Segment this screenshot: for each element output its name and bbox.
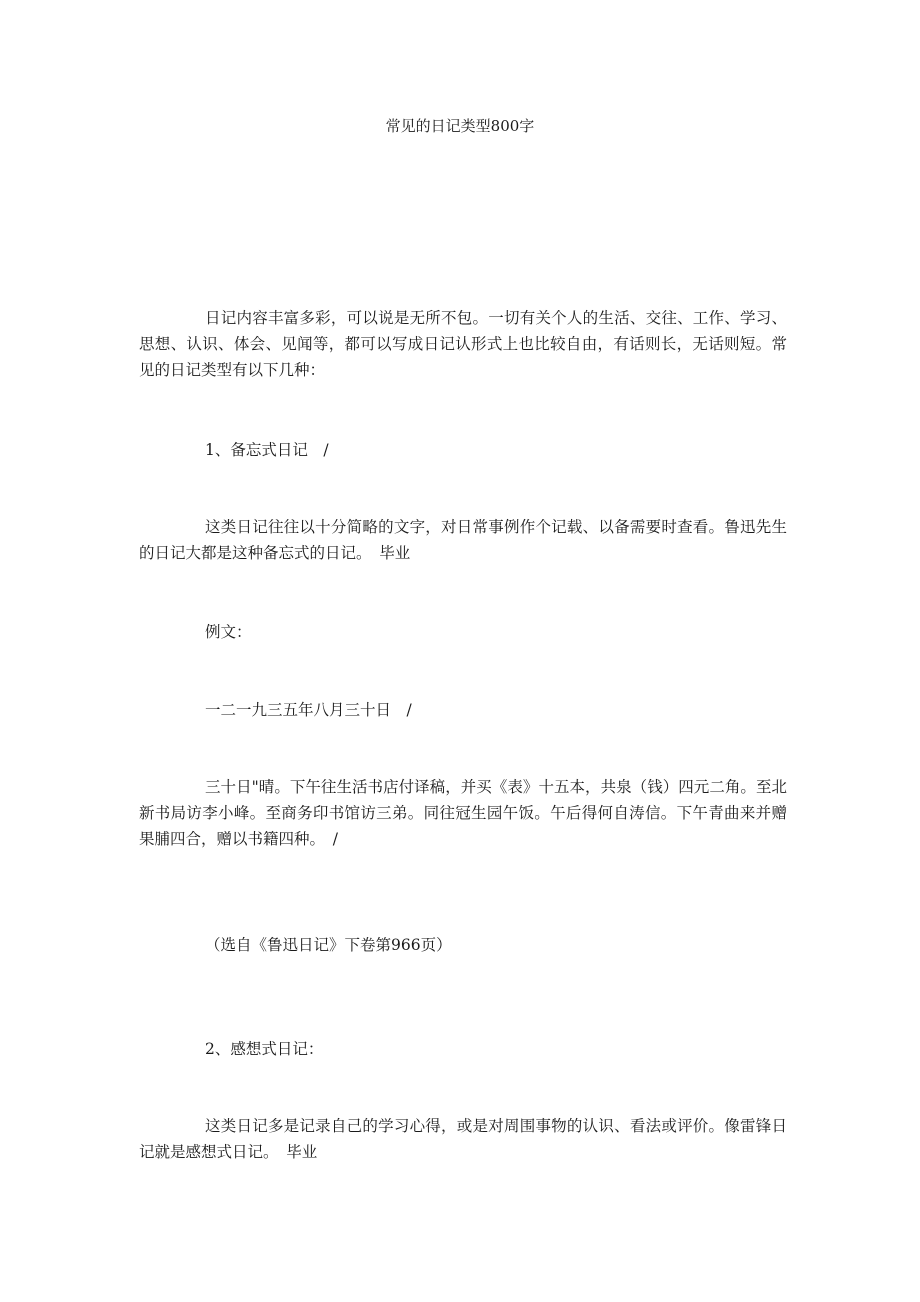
example-date: 一二一九三五年八月三十日 / — [205, 701, 412, 719]
memo-diary-paragraph: 这类日记往往以十分简略的文字，对日常事例作个记载、以备需要时查看。鲁迅先生的日记大都是这种备忘式的日记。 毕业 — [139, 518, 787, 562]
document-title: 常见的日记类型800字 — [385, 117, 535, 135]
section-heading-memo-diary: 1、备忘式日记 / — [205, 441, 329, 459]
reflection-diary-paragraph: 这类日记多是记录自己的学习心得，或是对周围事物的认识、看法或评价。像雷锋日记就是感想式日记。 毕业 — [139, 1117, 787, 1161]
intro-paragraph: 日记内容丰富多彩，可以说是无所不包。一切有关个人的生活、交往、工作、学习、思想、认识、体会、见闻等，都可以写成日记认形式上也比较自由，有话则长，无话则短。常见的日记类型有以下几种： — [139, 309, 787, 379]
example-label: 例文： — [205, 623, 252, 641]
example-diary-entry: 三十日"晴。下午往生活书店付译稿，并买《表》十五本，共泉（钱）四元二角。至北新书局访李小峰。至商务印书馆访三弟。同往冠生园午饭。午后得何自涛信。下午青曲来并赠果脯四合，赠以书籍四种。 / — [139, 778, 787, 848]
example-source-citation: （选自《鲁迅日记》下卷第966页） — [205, 936, 452, 954]
section-heading-reflection-diary: 2、感想式日记： — [205, 1040, 324, 1058]
